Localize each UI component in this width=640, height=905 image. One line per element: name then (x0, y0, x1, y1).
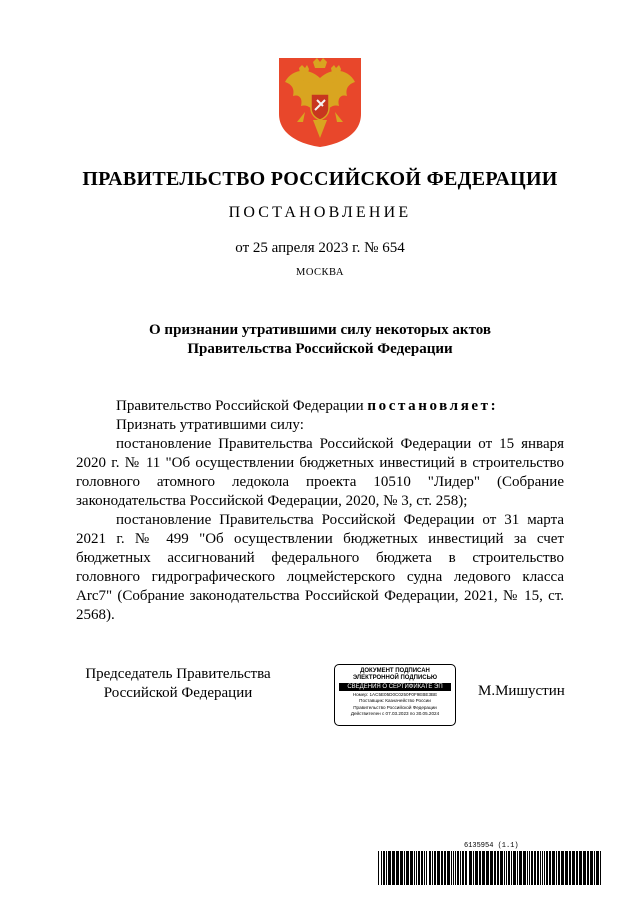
signer-position (78, 665, 278, 703)
stamp-owner: Правительство Российской Федерации (353, 704, 437, 710)
signer-position-line1: Председатель Правительства (85, 666, 271, 682)
decree-title-line2: Правительства Российской Федерации (187, 341, 453, 357)
stamp-band: СВЕДЕНИЯ О СЕРТИФИКАТЕ ЭП (339, 683, 451, 691)
decree-date-number: от 25 апреля 2023 г. № 654 (235, 240, 405, 256)
decree-body (76, 397, 564, 625)
signer-position-line2: Российской Федерации (103, 685, 253, 701)
electronic-signature-stamp (334, 664, 456, 726)
signer-name: М.Мишустин (478, 683, 565, 699)
declare-paragraph: Признать утратившими силу: (116, 417, 304, 433)
stamp-line2: ЭЛЕКТРОННОЙ ПОДПИСЬЮ (352, 675, 438, 681)
intro-resolves: постановляет: (367, 398, 499, 414)
repealed-act-1: постановление Правительства Российской Федерации от 15 января 2020 г. № 11 "Об осуществлении бюджетных инвестиций в строительство головного атомного ледокола проекта 10510 "Лидер" (Собрание законодательства Российской Федерации, 2020, № 3, ст. 258); (76, 436, 564, 509)
repealed-act-2: постановление Правительства Российской Федерации от 31 марта 2021 г. № 499 "Об осуществлении бюджетных инвестиций за счет бюджетных ассигнований федерального бюджета в строительство головного гидрографического лоцмейстерского судна ледового класса Arc7" (Собрание законодательства Российской Федерации, 2021, № 15, ст. 2568). (76, 512, 564, 623)
barcode-number: 6135954 (1.1) (464, 842, 519, 850)
government-title: ПРАВИТЕЛЬСТВО РОССИЙСКОЙ ФЕДЕРАЦИИ (82, 168, 558, 190)
stamp-supplier: Поставщик: Казначейство России (359, 698, 431, 704)
intro-paragraph (76, 397, 564, 416)
coat-of-arms-emblem (277, 56, 363, 148)
stamp-validity: Действителен с 07.03.2023 по 30.05.2024 (350, 711, 440, 717)
decree-title-line1: О признании утратившими силу некоторых актов (149, 322, 491, 338)
decree-type: ПОСТАНОВЛЕНИЕ (228, 204, 412, 221)
decree-city: МОСКВА (296, 267, 344, 278)
barcode-icon (378, 851, 602, 885)
stamp-line1: ДОКУМЕНТ ПОДПИСАН (360, 668, 430, 674)
intro-prefix: Правительство Российской Федерации (116, 398, 368, 414)
stamp-number: Номер: 1AC5E05D0C0250F0F9EBE3BE (352, 692, 438, 697)
